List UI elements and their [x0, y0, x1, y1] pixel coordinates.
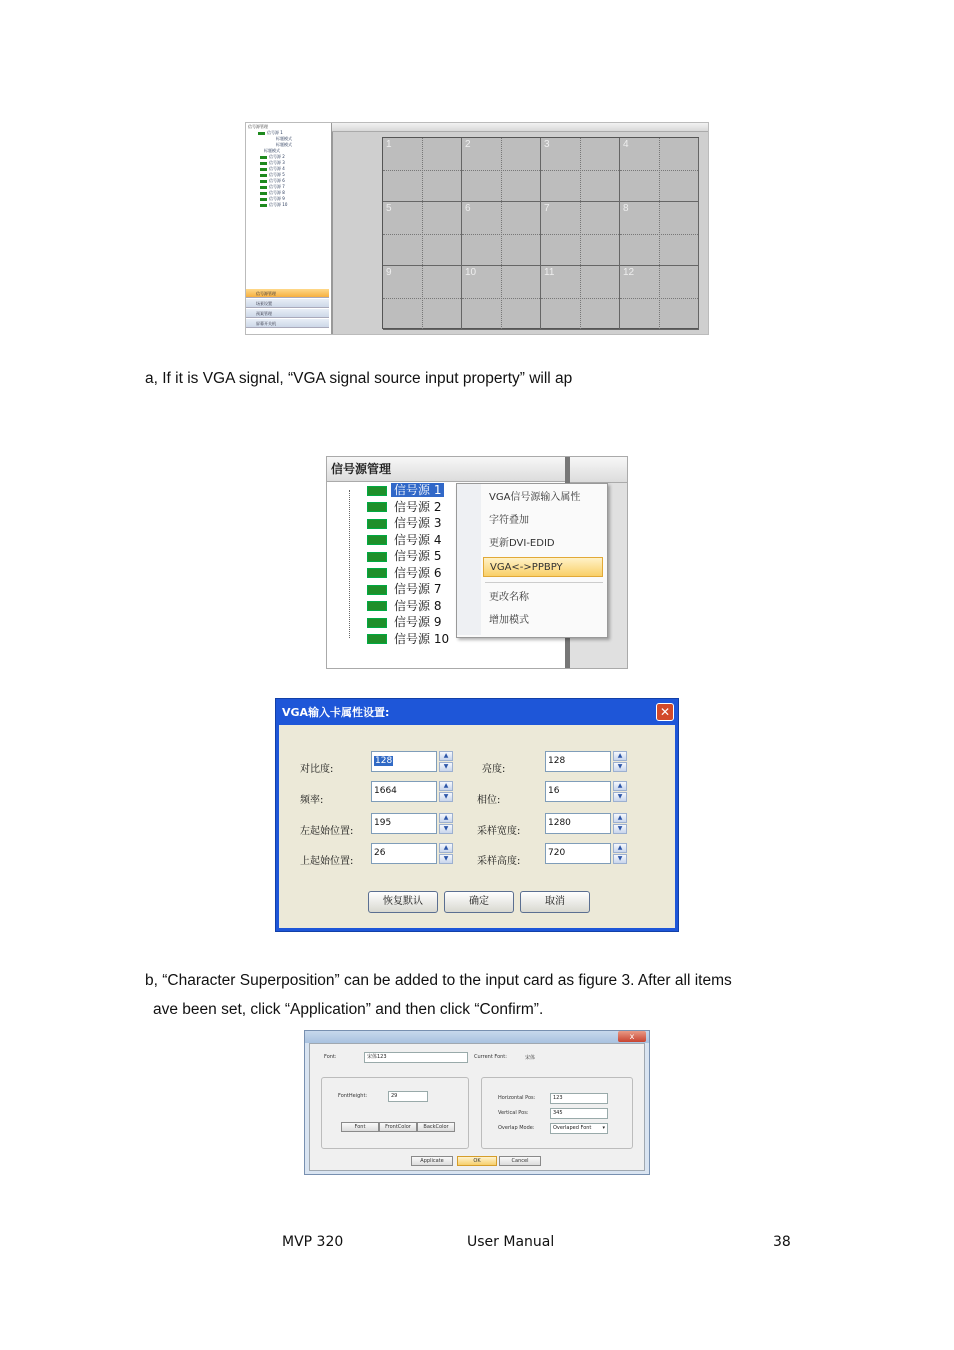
dialog-title: VGA输入卡属性设置: [282, 706, 390, 719]
wall-cell-number: 9 [386, 267, 392, 278]
signal-source-icon [367, 552, 387, 562]
wall-cell-number: 5 [386, 203, 392, 214]
signal-source-label: 信号源 8 [394, 598, 442, 613]
signal-source-node[interactable] [367, 515, 444, 531]
wall-cell-number: 1 [386, 139, 392, 150]
signal-source-icon [260, 192, 267, 195]
right-pane-header [570, 457, 628, 483]
signal-source-node[interactable] [367, 499, 444, 515]
overlap-mode-select[interactable]: Overlaped Font ▾ [550, 1123, 608, 1134]
tree-item[interactable]: 信号源 5 [260, 172, 285, 178]
spin-up-icon[interactable]: ▲ [613, 781, 627, 791]
signal-source-icon [367, 568, 387, 578]
spin-up-icon[interactable]: ▲ [439, 781, 453, 791]
signal-source-icon [367, 585, 387, 595]
current-font-value: 宋体 [525, 1055, 536, 1061]
spin-down-icon[interactable]: ▼ [613, 792, 627, 802]
wall-cell-number: 2 [465, 139, 471, 150]
spin-up-icon[interactable]: ▲ [439, 751, 453, 761]
signal-source-label: 信号源 10 [394, 631, 450, 646]
signal-source-icon [367, 502, 387, 512]
close-icon[interactable]: ✕ [656, 703, 674, 721]
front-color-button[interactable]: FrontColor [379, 1122, 417, 1132]
paragraph-a: a, If it is VGA signal, “VGA signal source input property” will ap [145, 370, 573, 387]
spin-down-icon[interactable]: ▼ [613, 854, 627, 864]
font-height-label: FontHeight: [338, 1093, 368, 1099]
vertical-pos-input[interactable]: 345 [550, 1108, 608, 1119]
signal-source-label: 信号源 4 [394, 532, 442, 547]
wall-cell[interactable] [541, 202, 620, 266]
wall-cell[interactable] [462, 202, 541, 266]
wall-cell[interactable] [620, 266, 699, 330]
spin-down-icon[interactable]: ▼ [613, 824, 627, 834]
wall-cell-number: 4 [623, 139, 629, 150]
signal-source-node[interactable] [367, 482, 444, 498]
tree-item[interactable]: 标题模式 [276, 142, 292, 147]
spin-down-icon[interactable]: ▼ [439, 792, 453, 802]
menu-item-update-edid[interactable]: 更新DVI-EDID [489, 538, 555, 549]
frequency-spinner[interactable] [371, 781, 453, 802]
signal-source-label: 信号源 6 [394, 565, 442, 580]
chevron-down-icon: ▾ [602, 1125, 605, 1131]
left-start-spinner[interactable] [371, 813, 453, 834]
figure-char-overlay-dialog [304, 1030, 650, 1175]
wall-cell-number: 7 [544, 203, 550, 214]
sample-height-input[interactable]: 720 [545, 843, 611, 864]
tree-item[interactable]: 信号源 9 [260, 196, 285, 202]
wall-cell[interactable] [383, 202, 462, 266]
left-start-label: 左起始位置: [300, 826, 354, 837]
signal-source-node[interactable] [367, 598, 444, 614]
sample-height-label: 采样高度: [477, 856, 521, 867]
signal-source-label: 信号源 9 [394, 615, 442, 629]
footer-product: MVP 320 [282, 1234, 344, 1250]
wall-cell-number: 11 [544, 267, 555, 278]
accordion-signal-manager[interactable]: 信号源管理 [246, 289, 329, 298]
spin-up-icon[interactable]: ▲ [439, 813, 453, 823]
back-color-button[interactable]: BackColor [417, 1122, 455, 1132]
signal-source-node[interactable] [367, 548, 444, 564]
menu-item-add-mode[interactable]: 增加模式 [489, 615, 529, 626]
accordion-screen-power[interactable]: 屏幕开关机 [246, 319, 329, 328]
font-group [321, 1077, 469, 1149]
frequency-input[interactable]: 1664 [371, 781, 437, 802]
spin-down-icon[interactable]: ▼ [439, 824, 453, 834]
tree-item[interactable]: 信号源 6 [260, 178, 285, 184]
signal-source-node[interactable] [367, 614, 444, 630]
tree-item[interactable]: 信号源 1 [258, 130, 283, 136]
horizontal-pos-input[interactable]: 123 [550, 1093, 608, 1104]
phase-spinner[interactable] [545, 781, 627, 802]
tree-item[interactable]: 信号源 8 [260, 190, 285, 196]
signal-source-icon [260, 168, 267, 171]
signal-source-icon [260, 156, 267, 159]
brightness-label: 亮度: [482, 764, 506, 775]
signal-source-label: 信号源 7 [394, 582, 442, 596]
signal-source-node[interactable] [367, 631, 452, 647]
figure-signal-manager-grid [245, 122, 709, 335]
menu-item-vga-property[interactable]: VGA信号源输入属性 [489, 492, 581, 503]
context-menu [456, 483, 608, 638]
signal-source-icon [260, 180, 267, 183]
font-label: Font: [324, 1054, 337, 1060]
restore-default-button[interactable]: 恢复默认 [368, 891, 438, 913]
wall-cell[interactable] [383, 266, 462, 330]
tree-connector [349, 490, 350, 638]
wall-cell[interactable] [462, 266, 541, 330]
tree-item[interactable]: 信号源 10 [260, 202, 287, 208]
menu-item-vga-ypbpr[interactable]: VGA<->PPBPY [483, 557, 603, 577]
brightness-spinner[interactable] [545, 751, 627, 772]
signal-source-icon [260, 174, 267, 177]
wall-cell-number: 6 [465, 203, 471, 214]
wall-cell[interactable] [541, 266, 620, 330]
cancel-button[interactable]: 取消 [520, 891, 590, 913]
tree-item[interactable]: 标题模式 [264, 148, 280, 153]
spin-up-icon[interactable]: ▲ [439, 843, 453, 853]
video-wall-grid [382, 137, 699, 329]
signal-source-label: 信号源 1 [391, 483, 444, 497]
signal-source-label: 信号源 5 [394, 549, 442, 563]
phase-label: 相位: [477, 795, 501, 806]
paragraph-b-line2: ave been set, click “Application” and then click “Confirm”. [153, 1001, 544, 1018]
signal-source-node[interactable] [367, 581, 444, 597]
spin-up-icon[interactable]: ▲ [613, 813, 627, 823]
signal-source-icon [258, 132, 265, 135]
tree-item[interactable]: 标题模式 [276, 136, 292, 141]
tree-item[interactable]: 信号源 3 [260, 160, 285, 166]
sample-width-label: 采样宽度: [477, 826, 521, 837]
left-start-input[interactable]: 195 [371, 813, 437, 834]
signal-source-icon [367, 618, 387, 628]
menu-item-char-overlay[interactable]: 字符叠加 [489, 515, 529, 526]
wall-cell-number: 3 [544, 139, 550, 150]
current-font-label: Current Font: [474, 1054, 507, 1060]
signal-source-node[interactable] [367, 532, 444, 548]
font-height-input[interactable]: 29 [388, 1091, 428, 1102]
accordion-plan[interactable]: 预案管理 [246, 309, 329, 318]
signal-source-icon [260, 186, 267, 189]
font-input[interactable]: 宋体123 [364, 1052, 468, 1063]
signal-source-node[interactable] [367, 565, 444, 581]
wall-cell-number: 8 [623, 203, 629, 214]
signal-source-icon [367, 634, 387, 644]
spin-down-icon[interactable]: ▼ [613, 762, 627, 772]
tree-item[interactable]: 信号源 2 [260, 154, 285, 160]
sample-width-spinner[interactable] [545, 813, 627, 834]
spin-up-icon[interactable]: ▲ [613, 843, 627, 853]
wall-cell[interactable] [541, 138, 620, 202]
vertical-pos-label: Vertical Pos: [498, 1110, 529, 1116]
tree-item[interactable]: 信号源 7 [260, 184, 285, 190]
wall-cell[interactable] [620, 138, 699, 202]
menu-item-rename[interactable]: 更改名称 [489, 592, 529, 603]
signal-source-icon [260, 204, 267, 207]
font-button[interactable]: Font [341, 1122, 379, 1132]
frequency-label: 频率: [300, 795, 324, 806]
signal-tree-panel [246, 123, 333, 334]
signal-source-icon [260, 162, 267, 165]
contrast-input[interactable]: 128 [371, 751, 437, 772]
sample-height-spinner[interactable] [545, 843, 627, 864]
signal-source-icon [367, 486, 387, 496]
signal-source-label: 信号源 2 [394, 499, 442, 514]
dialog-body [279, 725, 675, 928]
sample-width-input[interactable]: 1280 [545, 813, 611, 834]
signal-source-icon [367, 535, 387, 545]
toolbar [332, 123, 709, 132]
accordion-scene[interactable]: 场景设置 [246, 299, 329, 308]
signal-source-icon [367, 519, 387, 529]
brightness-input[interactable]: 128 [545, 751, 611, 772]
ok-button[interactable]: 确定 [444, 891, 514, 913]
panel-header: 信号源管理 [327, 457, 565, 482]
phase-input[interactable]: 16 [545, 781, 611, 802]
spin-down-icon[interactable]: ▼ [439, 854, 453, 864]
horizontal-pos-label: Horizontal Pos: [498, 1095, 536, 1101]
wall-cell-number: 10 [465, 267, 477, 278]
title-bar [305, 1031, 649, 1043]
overlap-mode-label: Overlap Mode: [498, 1125, 535, 1131]
top-start-spinner[interactable] [371, 843, 453, 864]
tree-title: 信号源管理 [248, 124, 268, 129]
paragraph-b-line1: b, “Character Superposition” can be added to the input card as figure 3. After all items [145, 972, 732, 989]
top-start-label: 上起始位置: [300, 856, 354, 867]
figure-context-menu [326, 456, 628, 669]
wall-cell[interactable] [620, 202, 699, 266]
contrast-label: 对比度: [300, 764, 334, 775]
applicate-button[interactable]: Applicate [411, 1156, 453, 1166]
spin-up-icon[interactable]: ▲ [613, 751, 627, 761]
dialog-body [309, 1043, 645, 1171]
ok-button[interactable]: OK [457, 1156, 497, 1166]
signal-source-icon [260, 198, 267, 201]
signal-source-icon [367, 601, 387, 611]
close-icon[interactable]: x [618, 1031, 646, 1042]
signal-source-label: 信号源 3 [394, 516, 442, 530]
wall-cell[interactable] [462, 138, 541, 202]
figure-vga-dialog [275, 698, 679, 932]
cancel-button[interactable]: Cancel [499, 1156, 541, 1166]
tree-item[interactable]: 信号源 4 [260, 166, 285, 172]
spin-down-icon[interactable]: ▼ [439, 762, 453, 772]
contrast-spinner[interactable] [371, 751, 453, 772]
wall-cell[interactable] [383, 138, 462, 202]
top-start-input[interactable]: 26 [371, 843, 437, 864]
wall-cell-number: 12 [623, 267, 635, 278]
footer-title: User Manual [467, 1234, 555, 1250]
footer-page-number: 38 [773, 1234, 791, 1250]
